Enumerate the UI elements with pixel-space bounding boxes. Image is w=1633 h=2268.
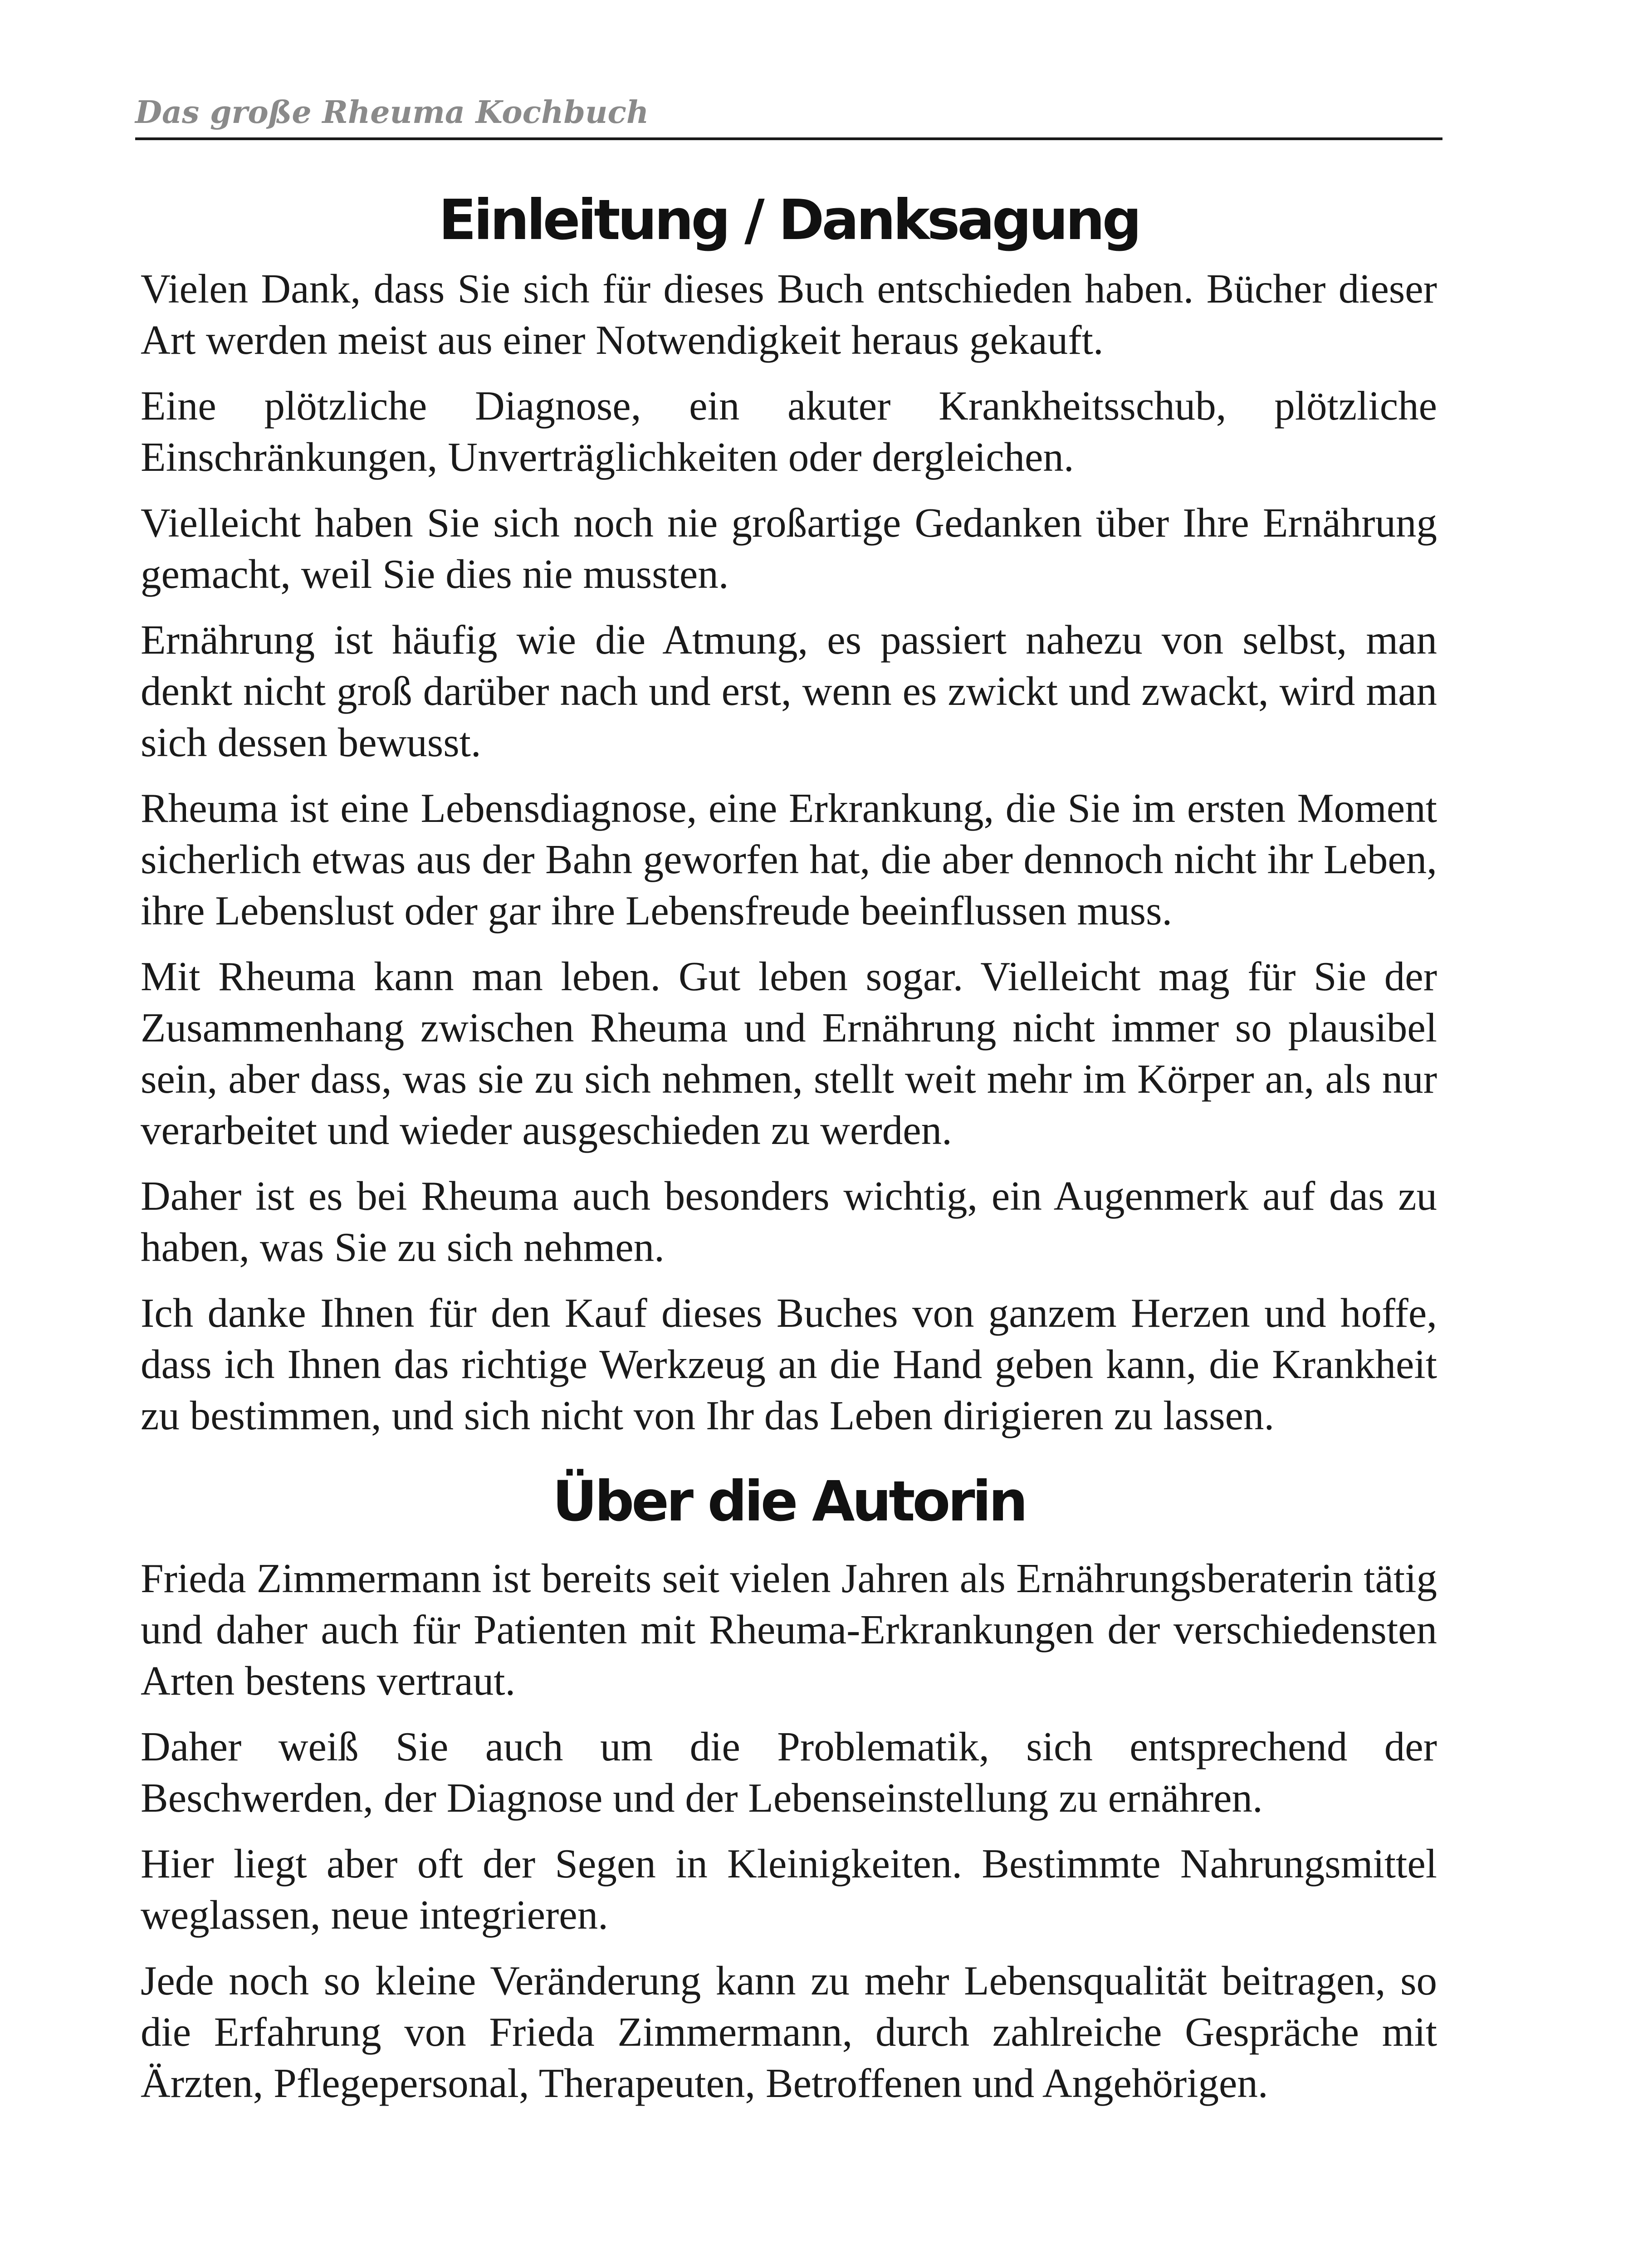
paragraph: Ernährung ist häufig wie die Atmung, es passiert nahezu von selbst, man denkt nicht groß darüber nach und erst, wenn es zwickt und zwackt, wird man sich dessen bewusst. xyxy=(141,617,1437,765)
paragraph: Frieda Zimmermann ist bereits seit vielen Jahren als Ernährungsberaterin tätig und daher auch für Patienten mit Rheuma-Erkrankungen der verschiedensten Arten bestens vertraut. xyxy=(141,1555,1437,1704)
paragraph: Rheuma ist eine Lebensdiagnose, eine Erkrankung, die Sie im ersten Moment sicherlich etwas aus der Bahn geworfen hat, die aber dennoch nicht ihr Leben, ihre Lebenslust oder gar ihre Lebensfreude beeinflussen muss. xyxy=(141,785,1437,934)
paragraph: Vielleicht haben Sie sich noch nie großartige Gedanken über Ihre Ernährung gemacht, weil Sie dies nie mussten. xyxy=(141,500,1437,597)
paragraph: Jede noch so kleine Veränderung kann zu mehr Lebensqualität beitragen, so die Erfahrung von Frieda Zimmermann, durch zahlreiche Gespräche mit Ärzten, Pflegepersonal, Therapeuten, Betroffenen und Angehörigen. xyxy=(141,1958,1437,2106)
paragraph: Daher ist es bei Rheuma auch besonders wichtig, ein Augenmerk auf das zu haben, was Sie zu sich nehmen. xyxy=(141,1173,1437,1270)
paragraph: Hier liegt aber oft der Segen in Kleinigkeiten. Bestimmte Nahrungsmittel weglassen, neue integrieren. xyxy=(141,1841,1437,1938)
section-heading-autorin: Über die Autorin xyxy=(552,1469,1026,1534)
paragraph: Ich danke Ihnen für den Kauf dieses Buches von ganzem Herzen und hoffe, dass ich Ihnen das richtige Werkzeug an die Hand geben kann, die Krankheit zu bestimmen, und sich nicht von Ihr das Leben dirigieren zu lassen. xyxy=(141,1290,1437,1438)
paragraph: Daher weiß Sie auch um die Problematik, sich entsprechend der Beschwerden, der Diagnose und der Lebenseinstellung zu ernähren. xyxy=(141,1724,1437,1821)
running-header-title: Das große Rheuma Kochbuch xyxy=(135,94,649,131)
section-heading-einleitung: Einleitung / Danksagung xyxy=(438,188,1139,252)
paragraph: Vielen Dank, dass Sie sich für dieses Buch entschieden haben. Bücher dieser Art werden meist aus einer Notwendigkeit heraus gekauft. xyxy=(141,266,1437,363)
paragraph: Eine plötzliche Diagnose, ein akuter Krankheitsschub, plötzliche Einschränkungen, Unverträglichkeiten oder dergleichen. xyxy=(141,383,1437,480)
paragraph: Mit Rheuma kann man leben. Gut leben sogar. Vielleicht mag für Sie der Zusammenhang zwischen Rheuma und Ernährung nicht immer so plausibel sein, aber dass, was sie zu sich nehmen, stellt weit mehr im Körper an, als nur verarbeitet und wieder ausgeschieden zu werden. xyxy=(141,953,1437,1153)
page-content xyxy=(141,181,1437,2123)
header-divider xyxy=(135,137,1442,140)
